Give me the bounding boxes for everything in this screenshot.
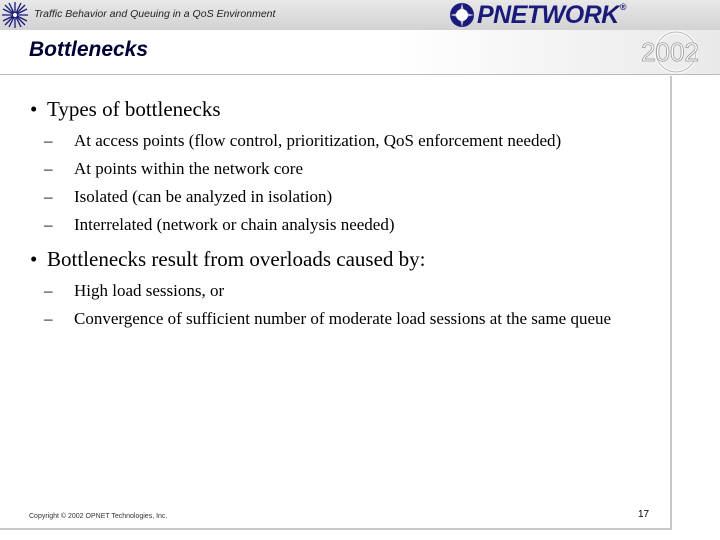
sub-bullet-dash: –: [44, 187, 53, 206]
sub-bullet-dash: –: [44, 309, 53, 328]
sub-bullet-item: [44, 278, 664, 304]
sub-bullet-text: At access points (flow control, prioritization, QoS enforcement needed): [74, 131, 562, 150]
page-number: 17: [638, 509, 650, 520]
sub-bullet-dash: –: [44, 131, 53, 150]
year-text: 2002: [641, 37, 699, 67]
copyright-text: Copyright © 2002 OPNET Technologies, Inc.: [29, 513, 168, 520]
bullet-item: [30, 96, 221, 122]
sub-bullet-dash: –: [44, 281, 53, 300]
sub-bullet-item: [44, 212, 664, 238]
sub-bullet-text: High load sessions, or: [74, 281, 225, 300]
logo-text: PNETWORK: [477, 0, 619, 29]
opnetwork-logo: [448, 1, 626, 29]
logo-registered-mark: ®: [619, 2, 626, 12]
bullet-text: Types of bottlenecks: [47, 97, 221, 121]
sub-bullet-text: Convergence of sufficient number of moderate load sessions at the same queue: [74, 309, 612, 328]
sub-bullet-text: Isolated (can be analyzed in isolation): [74, 187, 333, 206]
bullet-dot: •: [30, 97, 38, 121]
footer-rule: [0, 528, 672, 530]
sub-bullet-item: [44, 128, 664, 154]
starburst-icon: [0, 0, 30, 30]
sub-bullet-item: [44, 306, 664, 332]
bullet-text: Bottlenecks result from overloads caused by:: [47, 247, 426, 271]
logo-o-icon: [448, 1, 476, 29]
title-divider: [0, 74, 720, 75]
sub-bullet-text: Interrelated (network or chain analysis needed): [74, 215, 395, 234]
slide-title: Bottlenecks: [29, 38, 149, 61]
sub-bullet-item: [44, 184, 664, 210]
year-2002-badge: [628, 30, 712, 74]
bullet-item: [30, 246, 425, 272]
header-subtitle: Traffic Behavior and Queuing in a QoS Environment: [34, 8, 276, 20]
sub-bullet-item: [44, 156, 664, 182]
sub-bullet-dash: –: [44, 159, 53, 178]
bullet-dot: •: [30, 247, 38, 271]
right-border-line: [670, 76, 672, 530]
sub-bullet-text: At points within the network core: [74, 159, 303, 178]
sub-bullet-dash: –: [44, 215, 53, 234]
